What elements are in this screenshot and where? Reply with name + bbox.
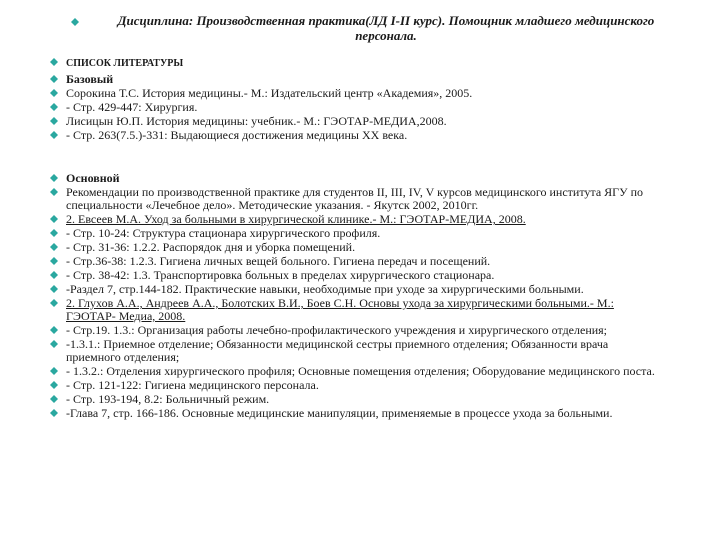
- list-item: [66, 115, 666, 128]
- list-item: [66, 269, 666, 282]
- literature-list-basic: [66, 56, 666, 143]
- list-item: [66, 56, 666, 70]
- literature-list-main: [66, 172, 666, 421]
- list-item-text: - Стр. 38-42: 1.3. Транспортировка больных в пределах хирургического стационара.: [66, 268, 495, 282]
- diamond-bullet-icon: [50, 326, 58, 334]
- diamond-bullet-icon: [50, 299, 58, 307]
- list-item: [66, 338, 666, 364]
- list-item-text: -1.3.1.: Приемное отделение; Обязанности медицинской сестры приемного отделения; Обязанности врача приемного отделения;: [66, 337, 609, 364]
- list-item-text: -Раздел 7, стр.144-182. Практические навыки, необходимые при уходе за хирургическими больными.: [66, 282, 584, 296]
- title-diamond-bullet-icon: [71, 18, 79, 26]
- list-item-text: - Стр. 193-194, 8.2: Больничный режим.: [66, 392, 270, 406]
- list-item: [66, 379, 666, 392]
- diamond-bullet-icon: [50, 285, 58, 293]
- diamond-bullet-icon: [50, 229, 58, 237]
- list-item: [66, 101, 666, 114]
- slide-title: Дисциплина: Производственная практика(ЛД I-II курс). Помощник младшего медицинского персонала.: [117, 13, 655, 43]
- diamond-bullet-icon: [50, 131, 58, 139]
- diamond-bullet-icon: [50, 215, 58, 223]
- list-item: [66, 297, 666, 323]
- list-item: [66, 87, 666, 100]
- diamond-bullet-icon: [50, 117, 58, 125]
- list-item: [66, 393, 666, 406]
- list-item: [66, 73, 666, 86]
- list-item-text: - Стр. 429-447: Хирургия.: [66, 100, 198, 114]
- list-item-text: - Стр. 31-36: 1.2.2. Распорядок дня и уборка помещений.: [66, 240, 356, 254]
- diamond-bullet-icon: [50, 367, 58, 375]
- list-item: [66, 241, 666, 254]
- list-item-text: 2. Глухов А.А., Андреев А.А., Болотских В.И., Боев С.Н. Основы ухода за хирургическими больными.- М.: ГЭОТАР- Медиа, 2008.: [66, 296, 614, 323]
- list-item: [66, 227, 666, 240]
- diamond-bullet-icon: [50, 395, 58, 403]
- diamond-bullet-icon: [50, 188, 58, 196]
- diamond-bullet-icon: [50, 103, 58, 111]
- list-item-text: - Стр. 121-122: Гигиена медицинского персонала.: [66, 378, 319, 392]
- diamond-bullet-icon: [50, 75, 58, 83]
- diamond-bullet-icon: [50, 89, 58, 97]
- list-item-text: - Стр.36-38: 1.2.3. Гигиена личных вещей больного. Гигиена передач и посещений.: [66, 254, 491, 268]
- list-item: [66, 324, 666, 337]
- diamond-bullet-icon: [50, 340, 58, 348]
- list-item-text: - Стр.19. 1.3.: Организация работы лечебно-профилактического учреждения и хирургического отделения;: [66, 323, 608, 337]
- list-item-text: -Глава 7, стр. 166-186. Основные медицинские манипуляции, применяемые в процессе ухода за больными.: [66, 406, 613, 420]
- list-item: [66, 172, 666, 185]
- list-item-text: Основной: [66, 171, 120, 185]
- diamond-bullet-icon: [50, 271, 58, 279]
- list-item-text: Рекомендации по производственной практике для студентов II, III, IV, V курсов медицинского института ЯГУ по специальности «Лечебное дело». Методические указания. - Якутск 2002, 2010гг.: [66, 185, 644, 212]
- list-item: [66, 186, 666, 212]
- list-item: [66, 213, 666, 226]
- diamond-bullet-icon: [50, 381, 58, 389]
- diamond-bullet-icon: [50, 174, 58, 182]
- list-item-text: Лисицын Ю.П. История медицины: учебник.- М.: ГЭОТАР-МЕДИА,2008.: [66, 114, 447, 128]
- list-item: [66, 365, 666, 378]
- diamond-bullet-icon: [50, 257, 58, 265]
- list-item: [66, 129, 666, 142]
- list-item-text: 2. Евсеев М.А. Уход за больными в хирургической клинике.- М.: ГЭОТАР-МЕДИА, 2008.: [66, 212, 526, 226]
- list-item-text: - 1.3.2.: Отделения хирургического профиля; Основные помещения отделения; Оборудование медицинского поста.: [66, 364, 655, 378]
- list-item: [66, 255, 666, 268]
- list-item-text: Базовый: [66, 72, 114, 86]
- list-item-text: - Стр. 263(7.5.)-331: Выдающиеся достижения медицины ХХ века.: [66, 128, 408, 142]
- list-item-text: СПИСОК ЛИТЕРАТУРЫ: [66, 58, 184, 69]
- title-block: [86, 13, 686, 43]
- list-item-text: Сорокина Т.С. История медицины.- М.: Издательский центр «Академия», 2005.: [66, 86, 473, 100]
- diamond-bullet-icon: [50, 58, 58, 66]
- diamond-bullet-icon: [50, 243, 58, 251]
- list-item: [66, 283, 666, 296]
- list-item: [66, 407, 666, 420]
- diamond-bullet-icon: [50, 409, 58, 417]
- list-item-text: - Стр. 10-24: Структура стационара хирургического профиля.: [66, 226, 381, 240]
